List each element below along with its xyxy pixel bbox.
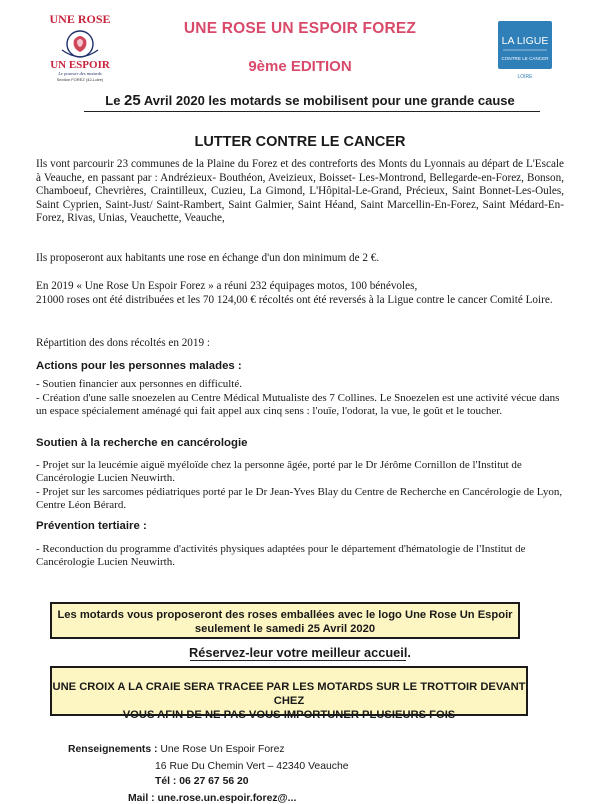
contact-line-1 (68, 743, 285, 756)
logo-top-text: UNE ROSE (49, 12, 111, 26)
bullet-item: - Soutien financier aux personnes en difficulté. (36, 378, 242, 390)
subtitle: LUTTER CONTRE LE CANCER (194, 134, 406, 150)
roses-notice-box (50, 602, 520, 639)
headline-day: 25 (124, 92, 141, 109)
contact-mail-partial: Mail : une.rose.un.espoir.forez@... (128, 793, 297, 804)
contact-address: 16 Rue Du Chemin Vert – 42340 Veauche (155, 761, 349, 772)
contact-label: Renseignements : (68, 744, 161, 755)
headline-prefix: Le (105, 93, 125, 108)
headline-underline (84, 111, 540, 112)
headline-rest: Avril 2020 les motards se mobilisent pour une grande cause (140, 93, 515, 108)
ligue-line1: LA LIGUE (501, 35, 549, 47)
logo-tagline: Le pouvoir des motards (58, 71, 102, 76)
ligue-contre-le-cancer-logo (497, 20, 553, 80)
contact-name: Une Rose Un Espoir Forez (160, 744, 285, 755)
repartition-label: Répartition des dons récoltés en 2019 : (36, 337, 210, 349)
contact-phone-line (155, 775, 249, 788)
chalk-cross-notice-box (50, 666, 528, 721)
stats-line-2: 21000 roses ont été distribuées et les 70 124,00 € récoltés ont été reversés à la Ligue contre le cancer Comité Loire. (36, 294, 553, 306)
roses-notice-line2: seulement le samedi 25 Avril 2020 (194, 623, 376, 635)
offer-paragraph: Ils proposeront aux habitants une rose en échange d'un don minimum de 2 €. (36, 252, 380, 264)
logo-sub: Section FOREZ (42-Loire) (56, 77, 104, 82)
chalk-notice-line2: VOUS AFIN DE NE PAS VOUS IMPORTUNER PLUSIEURS FOIS (122, 709, 456, 721)
headline (80, 92, 540, 109)
chalk-notice-line1: UNE CROIX A LA CRAIE SERA TRACEE PAR LES MOTARDS SUR LE TROTTOIR DEVANT CHEZ (52, 681, 526, 707)
route-paragraph: Ils vont parcourir 23 communes de la Plaine du Forez et des contreforts des Monts du Lyonnais au départ de L'Escale à Veauche, en passant par : Andrézieux- Bouthéon, Aveizieux, Boisset- Les-Montrond, Bellegarde-en-Forez, Bonson, Chamboeuf, Chevrières, Craintilleux, Cuzieu, La Gimond, L'Hôpital-Le-Grand, Précieux, Saint Bonnet-Les-Oules, Saint Cyprien, Saint-Just/ Saint-Rambert, Saint Galmier, Saint Héand, Saint Marcellin-En-Forez, Saint Médard-En-Forez, Rivas, Unias, Veauchette, Veauche, (36, 158, 564, 225)
bullet-item: - Projet sur la leucémie aiguë myéloïde chez la personne âgée, porté par le Dr Jérôme Cornillon de l'Institut de Cancérologie Lucien Neuwirth. (36, 459, 522, 485)
reservez-heading: Réservez-leur votre meilleur accueil. (189, 645, 411, 660)
phone-label: Tél : (155, 776, 180, 787)
bullet-item: - Création d'une salle snoezelen au Centre Médical Mutualiste des 7 Collines. Le Snoezelen est une activité vécue dans un espace spécialement aménagé qui fait appel aux cinq sens : l'ouïe, l'odorat, la vue, le goût et le toucher. (36, 392, 560, 418)
bullet-item: - Reconduction du programme d'activités physiques adaptées pour le département d'hématologie de l'Institut de Cancérologie Lucien Neuwirth. (36, 543, 526, 569)
phone-number: 06 27 67 56 20 (179, 776, 249, 787)
org-title: UNE ROSE UN ESPOIR FOREZ (183, 20, 417, 37)
ligue-line2: CONTRE LE CANCER (501, 56, 549, 61)
bullet-item: - Projet sur les sarcomes pédiatriques porté par le Dr Jean-Yves Blay du Centre de Recherche en Cancérologie de Lyon, Centre Léon Bérard. (36, 486, 563, 512)
edition-label: 9ème EDITION (248, 58, 352, 75)
logo-bottom-text: UN ESPOIR (50, 59, 110, 71)
section-heading-prevention: Prévention tertiaire : (36, 520, 147, 532)
section-heading-recherche: Soutien à la recherche en cancérologie (36, 437, 248, 449)
une-rose-un-espoir-logo (40, 10, 120, 82)
roses-notice-line1: Les motards vous proposeront des roses emballées avec le logo Une Rose Un Espoir (57, 609, 513, 621)
ligue-line3: LOIRE (517, 74, 533, 80)
stats-line-1: En 2019 « Une Rose Un Espoir Forez » a réuni 232 équipages motos, 100 bénévoles, (36, 280, 418, 292)
reservez-underline (190, 660, 406, 661)
section-heading-malades: Actions pour les personnes malades : (36, 360, 242, 372)
